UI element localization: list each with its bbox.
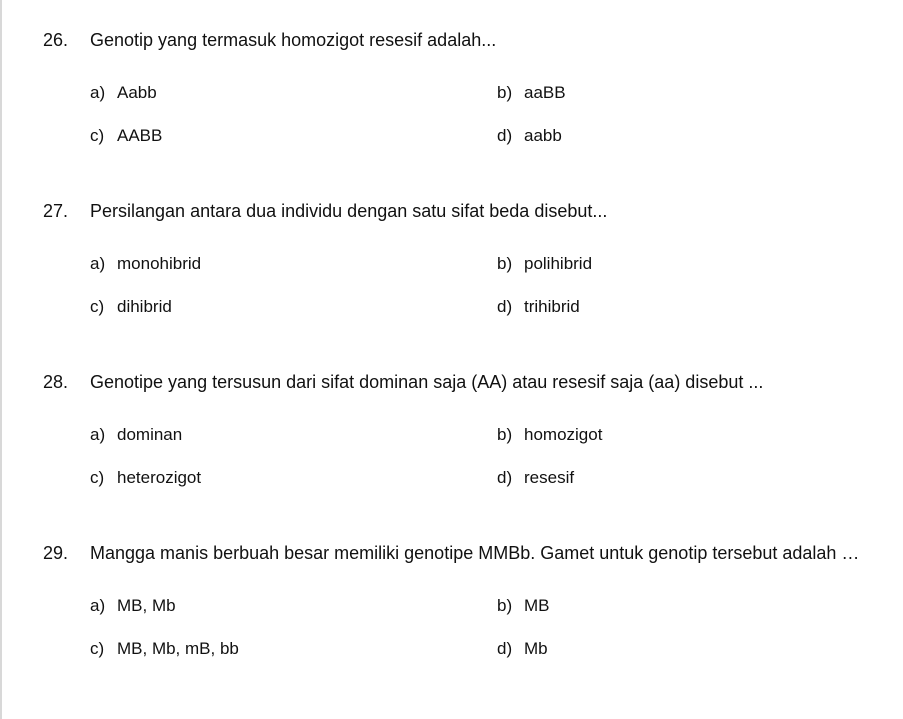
option-text: Aabb — [117, 83, 157, 102]
option-letter: a) — [90, 596, 106, 615]
option-b — [497, 424, 602, 446]
question-number: 26. — [43, 30, 69, 50]
option-d — [497, 296, 580, 318]
option-b — [497, 253, 592, 275]
option-letter: d) — [497, 297, 513, 316]
option-b — [497, 595, 550, 617]
question-26 — [0, 29, 903, 169]
option-c — [90, 296, 172, 318]
option-text: AABB — [117, 126, 163, 145]
option-letter: d) — [497, 468, 513, 487]
option-letter: a) — [90, 83, 106, 102]
option-c — [90, 125, 162, 147]
option-letter: c) — [90, 639, 105, 658]
option-text: polihibrid — [524, 254, 593, 273]
option-letter: a) — [90, 254, 106, 273]
option-a — [90, 424, 182, 446]
option-d — [497, 125, 562, 147]
option-text: dihibrid — [117, 297, 172, 316]
option-text: Mb — [524, 639, 548, 658]
option-text: dominan — [117, 425, 183, 444]
option-c — [90, 467, 201, 489]
option-letter: d) — [497, 639, 513, 658]
option-text: aaBB — [524, 83, 566, 102]
option-text: MB — [524, 596, 550, 615]
question-text: Genotipe yang tersusun dari sifat dominan saja (AA) atau resesif saja (aa) disebut ... — [90, 372, 764, 392]
option-c — [90, 638, 239, 660]
question-text: Persilangan antara dua individu dengan satu sifat beda disebut... — [90, 201, 608, 221]
question-28 — [0, 371, 903, 511]
option-text: MB, Mb, mB, bb — [117, 639, 239, 658]
option-letter: a) — [90, 425, 106, 444]
option-text: trihibrid — [524, 297, 580, 316]
question-29 — [0, 542, 903, 682]
option-a — [90, 82, 157, 104]
option-letter: b) — [497, 254, 513, 273]
question-text: Mangga manis berbuah besar memiliki genotipe MMBb. Gamet untuk genotip tersebut adalah … — [90, 543, 860, 563]
question-number: 28. — [43, 372, 69, 392]
option-a — [90, 253, 201, 275]
option-letter: b) — [497, 425, 513, 444]
option-d — [497, 638, 548, 660]
question-27 — [0, 200, 903, 340]
option-letter: c) — [90, 468, 105, 487]
option-letter: c) — [90, 297, 105, 316]
option-b — [497, 82, 566, 104]
option-text: MB, Mb — [117, 596, 176, 615]
option-text: resesif — [524, 468, 575, 487]
option-text: aabb — [524, 126, 562, 145]
question-number: 27. — [43, 201, 69, 221]
option-letter: b) — [497, 83, 513, 102]
option-letter: d) — [497, 126, 513, 145]
option-text: heterozigot — [117, 468, 202, 487]
option-a — [90, 595, 176, 617]
option-text: homozigot — [524, 425, 603, 444]
option-d — [497, 467, 574, 489]
question-text: Genotip yang termasuk homozigot resesif adalah... — [90, 30, 497, 50]
question-number: 29. — [43, 543, 69, 563]
option-text: monohibrid — [117, 254, 202, 273]
option-letter: b) — [497, 596, 513, 615]
option-letter: c) — [90, 126, 105, 145]
